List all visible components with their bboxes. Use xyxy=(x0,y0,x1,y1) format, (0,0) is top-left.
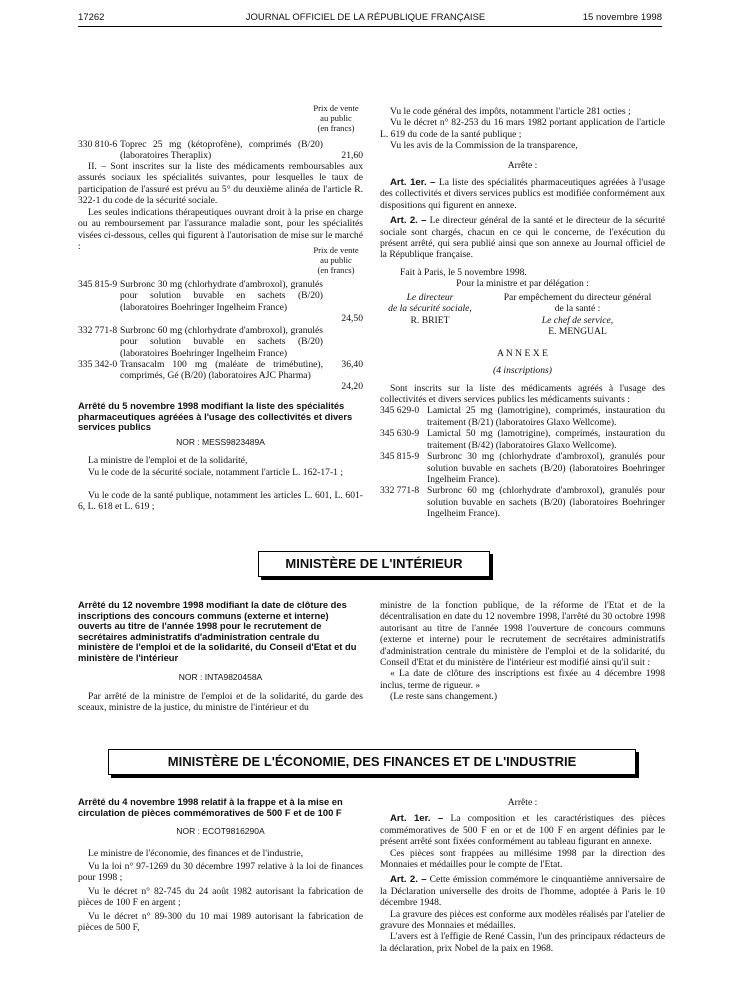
right-column-top xyxy=(380,106,665,520)
entry-price: 36,40 xyxy=(341,359,363,370)
entry-price: 21,60 xyxy=(341,150,363,161)
entry-price: 24,20 xyxy=(341,381,363,392)
pour-la-ministre: Pour la ministre et par délégation : xyxy=(456,278,589,290)
annexe-count: (4 inscriptions) xyxy=(493,365,552,377)
toprec-entry xyxy=(78,139,363,163)
arrete-2-p1: Par arrêté de la ministre de l'emploi et de la solidarité, du garde des sceaux, ministre de la justice, du ministre de l'intérieur et du xyxy=(78,690,363,714)
vu-3: Vu les avis de la Commission de la transparence, xyxy=(390,140,578,152)
entry-price: 24,50 xyxy=(341,313,363,324)
fait-a-paris: Fait à Paris, le 5 novembre 1998. xyxy=(400,266,527,278)
price-header: Prix de vente au public (en francs) xyxy=(313,245,359,275)
arrete-3-nor: NOR : ECOT9816290A xyxy=(176,826,265,837)
price-header: Prix de vente au public (en francs) xyxy=(313,103,359,133)
arrete-2-nor: NOR : INTA9820458A xyxy=(178,671,263,682)
arrete-2-title: Arrêté du 12 novembre 1998 modifiant la date de clôture des inscriptions des concours communs (externe et interne) ouverts au titre de l'année 1998 pour le recrutement de secrétaires administratifs d'administration centrale du ministère de l'emploi et de la solidarité, du Conseil d'Etat et du ministère de l'intérieur xyxy=(78,599,357,663)
arrete-1-p1: La ministre de l'emploi et de la solidarité, xyxy=(88,455,248,466)
arrete-1-title: Arrêté du 5 novembre 1998 modifiant la liste des spécialités pharmaceutiques agréées à l'usage des collectivités et divers services publics xyxy=(78,400,353,433)
signature-right: Par empêchement du directeur général de la santé : Le chef de service, E. MENGUAL xyxy=(503,291,652,337)
arrete-3-p3: Vu le décret n° 82-745 du 24 août 1982 autorisant la fabrication de pièces de 100 F en argent ; xyxy=(78,885,363,909)
arrete-3-p2: Vu la loi n° 97-1269 du 30 décembre 1997 relative à la loi de finances pour 1998 ; xyxy=(78,861,363,884)
ministere-interieur-banner: MINISTÈRE DE L'INTÉRIEUR xyxy=(258,551,490,577)
article-1: Art. 1er. – La liste des spécialités pharmaceutiques agréées à l'usage des collectivités et divers services publics est modifiée conformément aux dispositions qui figurent en annexe. xyxy=(380,177,665,211)
arrete-3-p4: Vu le décret n° 89-300 du 10 mai 1989 autorisant la fabrication de pièces de 500 F, xyxy=(78,910,363,934)
article-2-b: La gravure des pièces est conforme aux modèles réalisés par l'atelier de gravure des Monnaies et médailles. xyxy=(380,908,665,932)
arrete-3-title: Arrêté du 4 novembre 1998 relatif à la frappe et à la mise en circulation de pièces commémoratives de 500 F et de 100 F xyxy=(78,796,343,818)
entry-code: 345 815-9 xyxy=(78,279,118,290)
entry-text: Surbronc 30 mg (chlorhydrate d'ambroxol), granulés pour solution buvable en sachets (B/20) (laboratoires Boehringer Ingelheim France) xyxy=(120,279,323,313)
issue-date: 15 novembre 1998 xyxy=(582,12,662,23)
page-number: 17262 xyxy=(78,12,105,23)
entry-surbronc-30 xyxy=(78,279,363,325)
interieur-left xyxy=(78,600,363,714)
arrete-3-p1: Le ministre de l'économie, des finances et de l'industrie, xyxy=(88,847,303,859)
annexe-list: 345 629-0 Lamictal 25 mg (lamotrigine), comprimés, instauration du traitement (B/21) (laboratoires Glaxo Wellcome). 345 630-9 Lamictal 50 mg (lamotrigine), comprimés, instauration du traitement (B/42) (laboratoires Glaxo Wellcome). 345 815-9 Surbronc 30 mg (chlorhydrate d'ambroxol), granulés pour solution buvable en sachets (B/20) (laboratoires Boehringer Ingelheim France). 332 771-8 Surbronc 60 mg (chlorhydrate d'ambroxol), granulés pour solution buvable en sachets (B/20) (laboratoires Boehringer Ingelheim France). xyxy=(380,405,665,520)
entry-code: 332 771-8 xyxy=(78,325,118,336)
arrete-1-p2: Vu le code de la sécurité sociale, notamment l'article L. 162-17-1 ; xyxy=(88,467,344,478)
paragraph-II: II. – Sont inscrites sur la liste des médicaments remboursables aux assurés sociaux les spécialités suivantes, pour lesquelles le taux de participation de l'assuré est prévu au 5° du deuxième alinéa de l'article R. 322-1 du code de la sécurité sociale. xyxy=(78,161,363,207)
entry-text: Transacalm 100 mg (maléate de trimébutine), comprimés, Gé (B/20) (laboratoires AJC Pharma) xyxy=(120,359,323,382)
entry-code: 335 342-0 xyxy=(78,359,118,370)
arrete-1-p3: Vu le code de la santé publique, notamment les articles L. 601, L. 601-6, L. 618 et L. 619 ; xyxy=(78,490,363,513)
entry-text: Toprec 25 mg (kétoprofène), comprimés (B/20) (laboratoires Theraplix) xyxy=(120,139,323,162)
economie-right xyxy=(380,797,665,954)
arrete-label: Arrête : xyxy=(507,159,538,171)
article-1: Art. 1er. – La composition et les caractéristiques des pièces commémoratives de 500 F en or et de 100 F en argent définies par le présent arrêté sont fixées conformément au tableau figurant en annexe. xyxy=(380,813,665,848)
article-2: Art. 2. – Cette émission commémore le cinquantième anniversaire de la Déclaration universelle des droits de l'homme, adoptée à Paris le 10 décembre 1948. xyxy=(380,874,665,909)
header-rule xyxy=(78,26,662,27)
entry-text: Surbronc 60 mg (chlorhydrate d'ambroxol), granulés pour solution buvable en sachets (B/20) (laboratoires Boehringer Ingelheim France) xyxy=(120,325,323,359)
annexe-heading: A N N E X E xyxy=(497,347,548,359)
economie-left xyxy=(78,797,363,933)
interieur-right xyxy=(380,600,665,703)
arrete-2-quote: « La date de clôture des inscriptions est fixée au 4 décembre 1998 inclus, terme de rigueur. » xyxy=(380,668,665,691)
vu-1: Vu le code général des impôts, notamment l'article 281 octies ; xyxy=(390,106,631,117)
article-1-b: Ces pièces sont frappées au millésime 1998 par la direction des Monnaies et médailles pour le compte de l'Etat. xyxy=(380,847,665,871)
journal-title: JOURNAL OFFICIEL DE LA RÉPUBLIQUE FRANÇAISE xyxy=(245,12,486,23)
ministere-economie-banner: MINISTÈRE DE L'ÉCONOMIE, DES FINANCES ET DE L'INDUSTRIE xyxy=(108,749,636,775)
entry-code: 330 810-6 xyxy=(78,139,118,150)
signatures xyxy=(380,291,665,337)
entry-transacalm xyxy=(78,359,363,395)
article-2: Art. 2. – Le directeur général de la santé et le directeur de la sécurité sociale sont chargés, chacun en ce qui le concerne, de l'exécution du présent arrêté, qui sera publié ainsi que son annexe au Journal officiel de la République française. xyxy=(380,215,665,261)
article-2-c: L'avers est à l'effigie de René Cassin, l'un des principaux rédacteurs de la déclaration, prix Nobel de la paix en 1968. xyxy=(380,931,665,954)
arrete-1-nor: NOR : MESS9823489A xyxy=(176,437,265,447)
paragraph-indications: Les seules indications thérapeutiques ouvrant droit à la prise en charge ou au remboursement par l'assurance maladie sont, pour les spécialités visées ci-dessous, celles qui figurent à l'autorisation de mise sur le marché : xyxy=(78,207,363,253)
arrete-2-continuation: ministre de la fonction publique, de la réforme de l'Etat et de la décentralisation en date du 12 novembre 1998, l'arrêté du 30 octobre 1998 autorisant au titre de l'année 1998 l'ouverture de concours communs (externe et interne) pour le recrutement de secrétaires administratifs d'administration centrale du ministère de l'emploi et de la solidarité, du Conseil d'Etat et du ministère de l'intérieur est modifié ainsi qu'il suit : xyxy=(380,600,665,669)
arrete-2-reste: (Le reste sans changement.) xyxy=(390,691,498,703)
arrete-label: Arrête : xyxy=(507,797,538,808)
signature-left: Le directeur de la sécurité sociale, R. BRIET xyxy=(388,291,472,326)
annexe-intro: Sont inscrits sur la liste des médicaments agréés à l'usage des collectivités et divers services publics les médicaments suivants : xyxy=(380,382,665,405)
vu-2: Vu le décret n° 82-253 du 16 mars 1982 portant application de l'article L. 619 du code de la santé publique ; xyxy=(380,117,665,140)
